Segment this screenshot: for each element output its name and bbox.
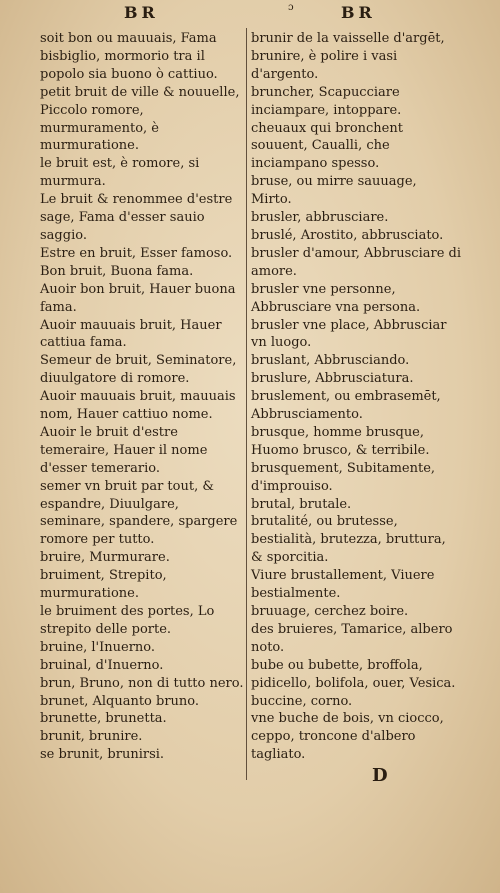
entry: brutalité, ou brutesse, bestialità, brutezza, bruttura, & sporcitia. <box>251 514 446 566</box>
entry: Auoir bon bruit, Hauer buona fama. <box>40 281 236 315</box>
entry: Estre en bruit, Esser famoso. <box>40 245 233 261</box>
entry: bruslement, ou embrasemēt, Abbrusciamento. <box>251 389 441 423</box>
entry: brunet, Alquanto bruno. <box>40 693 200 709</box>
entry: se brunit, brunirsi. <box>40 747 165 763</box>
entry: bruire, Murmurare. <box>40 550 170 566</box>
entry: Auoir mauuais bruit, mauuais nom, Hauer cattiuo nome. <box>40 389 236 423</box>
entry: brusquement, Subitamente, d'improuiso. <box>251 460 436 494</box>
entry: brusler d'amour, Abbrusciare di amore. <box>251 245 461 279</box>
entry: bruslant, Abbrusciando. <box>251 353 410 369</box>
entry: cheuaux qui bronchent souuent, Caualli, che inciampano spesso. <box>251 120 403 172</box>
entry: des bruieres, Tamarice, albero noto. <box>251 621 453 655</box>
entry: brusler vne personne, Abbrusciare vna persona. <box>251 281 421 315</box>
entry: le bruit est, è romore, si murmura. <box>40 156 200 190</box>
entry: bruse, ou mirre sauuage, Mirto. <box>251 174 417 208</box>
entry: Auoir mauuais bruit, Hauer cattiua fama. <box>40 317 222 351</box>
entry: petit bruit de ville & nouuelle, Piccolo romore, murmuramento, è murmuratione. <box>40 84 240 154</box>
entry: buccine, corno. <box>251 693 353 709</box>
entry: brusque, homme brusque, Huomo brusco, & terribile. <box>251 424 430 458</box>
entry: brutal, brutale. <box>251 496 352 512</box>
entry: Semeur de bruit, Seminatore, diuulgatore di romore. <box>40 353 237 387</box>
entry: bruuage, cerchez boire. <box>251 604 409 619</box>
entry: semer vn bruit par tout, & espandre, Diuulgare, seminare, spandere, spargere romore per tutto. <box>40 478 238 548</box>
column-rule <box>246 28 247 780</box>
running-head-right: BR <box>341 3 376 22</box>
left-column <box>40 30 245 764</box>
right-column <box>251 30 461 764</box>
entry: brunir de la vaisselle d'argēt, brunire, è polire i vasi d'argento. <box>251 31 445 82</box>
entry: Auoir le bruit d'estre temeraire, Hauer il nome d'esser temerario. <box>40 424 208 476</box>
entry: brunit, brunire. <box>40 729 143 745</box>
entry: bruncher, Scapucciare inciampare, intoppare. <box>251 84 402 118</box>
entry: bruinal, d'Inuerno. <box>40 657 164 673</box>
entry: brun, Bruno, non di tutto nero. <box>40 675 244 691</box>
entry: bruine, l'Inuerno. <box>40 639 156 655</box>
page-mark: ɔ <box>288 2 294 13</box>
entry: Bon bruit, Buona fama. <box>40 263 194 279</box>
entry: brunette, brunetta. <box>40 711 167 727</box>
entry: bruiment, Strepito, murmuratione. <box>40 568 167 602</box>
entry: soit bon ou mauuais, Fama bisbiglio, mormorio tra il popolo sia buono ò cattiuo. <box>40 31 218 82</box>
entry: brusler, abbrusciare. <box>251 210 389 226</box>
entry: bruslé, Arostito, abbrusciato. <box>251 227 444 243</box>
entry: Viure brustallement, Viuere bestialmente. <box>251 568 435 602</box>
entry: bube ou bubette, broffola, pidicello, bolifola, ouer, Vesica. <box>251 657 456 691</box>
entry: vne buche de bois, vn ciocco, ceppo, troncone d'albero tagliato. <box>251 711 444 763</box>
entry: bruslure, Abbrusciatura. <box>251 371 414 387</box>
entry: le bruiment des portes, Lo strepito delle porte. <box>40 604 215 637</box>
running-head-left: BR <box>124 3 159 22</box>
entry: Le bruit & renommee d'estre sage, Fama d'esser sauio saggio. <box>40 192 233 243</box>
entry: brusler vne place, Abbrusciar vn luogo. <box>251 317 447 351</box>
signature-mark: D <box>372 765 388 786</box>
